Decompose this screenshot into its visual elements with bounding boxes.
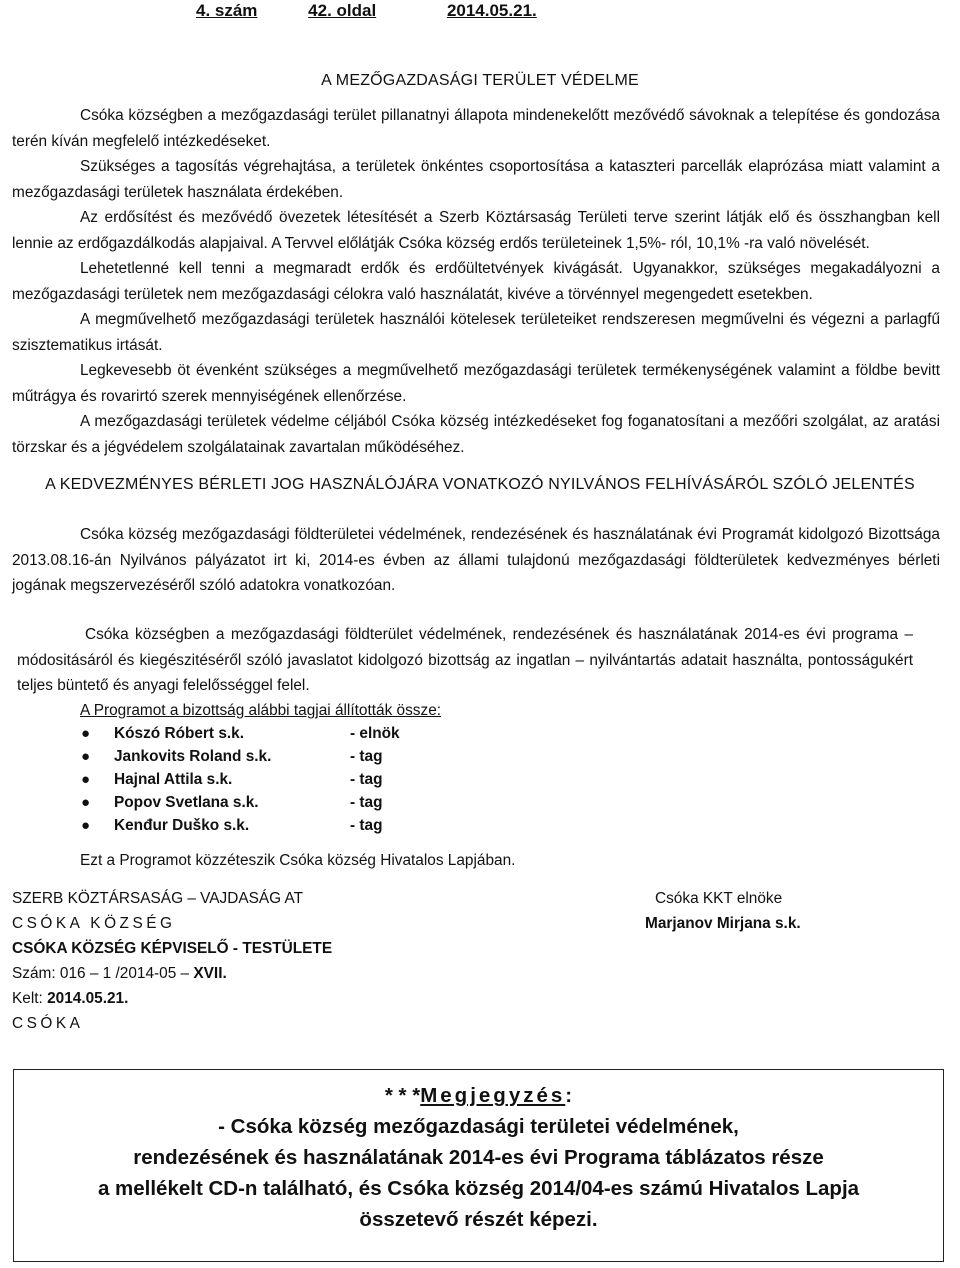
- note-label: Megjegyzés: [420, 1084, 566, 1107]
- document-date-value: 2014.05.21.: [47, 990, 129, 1007]
- list-item: [78, 722, 400, 745]
- signature-block: [645, 886, 801, 936]
- bullet-icon: ●: [81, 771, 91, 788]
- paragraph: Lehetetlenné kell tenni a megmaradt erdők és erdőültetvények kivágását. Ugyanakkor, szükséges megakadályozni a mezőgazdasági területek nem mezőgazdasági célokra való használatát, kivéve a törvénnyel megengedett esetekben.: [12, 260, 940, 303]
- note-box: [13, 1069, 944, 1262]
- paragraph: A megművelhető mezőgazdasági területek használói kötelesek területeiket rendszeresen megművelni és végezni a parlagfű szisztematikus irtását.: [12, 311, 940, 354]
- member-name: Hajnal Attila s.k.: [114, 771, 233, 788]
- section-lease-report: [12, 522, 940, 599]
- section-program-amendment: [17, 622, 913, 699]
- paragraph: A mezőgazdasági területek védelme céljából Csóka község intézkedéseket fog foganatosítani a mezőőri szolgálat, az aratási törzskar és a jégvédelem szolgálatainak zavartalan működéséhez.: [12, 413, 940, 456]
- paragraph: Szükséges a tagosítás végrehajtása, a területek önkéntes csoportosítása a kataszteri parcellák elaprózása miatt valamint a mezőgazdasági területek használata érdekében.: [12, 158, 940, 201]
- list-item: [78, 791, 400, 814]
- member-role: - tag: [350, 817, 383, 834]
- bullet-icon: ●: [81, 748, 91, 765]
- committee-list: [78, 722, 400, 837]
- paragraph: Csóka község mezőgazdasági földterületei védelmének, rendezésének és használatának évi Programát kidolgozó Bizottsága 2013.08.16-án Nyilvános pályázatot irt ki, 2014-es évben az állami tulajdonú mezőgazdasági földterületek kedvezményes bérleti jogának megszervezéséről szóló adatokra vonatkozóan.: [12, 526, 940, 594]
- bullet-icon: ●: [81, 794, 91, 811]
- issue-date: 2014.05.21.: [446, 1, 537, 20]
- bullet-icon: ●: [81, 725, 91, 742]
- note-stars: * * *: [384, 1084, 421, 1107]
- note-title: [14, 1080, 943, 1111]
- note-colon: :: [565, 1084, 573, 1107]
- document-date-label: Kelt:: [12, 990, 43, 1007]
- member-role: - elnök: [350, 725, 400, 742]
- list-item: [78, 745, 400, 768]
- section-title-land-protection: A MEZŐGAZDASÁGI TERÜLET VÉDELME: [321, 72, 639, 89]
- note-line: összetevő részét képezi.: [359, 1208, 598, 1231]
- document-date: [12, 986, 332, 1011]
- document-number-label: Szám: 016 – 1 /2014-05 –: [12, 965, 190, 982]
- member-role: - tag: [350, 748, 383, 765]
- section-land-protection: [12, 103, 940, 460]
- note-line: a mellékelt CD-n található, és Csóka község 2014/04-es számú Hivatalos Lapja: [97, 1177, 860, 1200]
- signatory-name: Marjanov Mirjana s.k.: [645, 915, 801, 932]
- bullet-icon: ●: [81, 817, 91, 834]
- page-header: [196, 0, 537, 22]
- list-item: [78, 768, 400, 791]
- section-title-lease-report: A KEDVEZMÉNYES BÉRLETI JOG HASZNÁLÓJÁRA VONATKOZÓ NYILVÁNOS FELHÍVÁSÁRÓL SZÓLÓ JELENTÉS: [45, 476, 915, 493]
- document-number-roman: XVII.: [193, 965, 227, 982]
- paragraph: Csóka községben a mezőgazdasági földterület védelmének, rendezésének és használatának 2014-es évi programa – módositásáról és kiegészitéséről szóló javaslatot kidolgozó bizottság az ingatlan – nyilvántartás adatait használta, pontosságukért teljes büntető és anyagi felelősséggel felel.: [17, 626, 913, 694]
- publication-note: Ezt a Programot közzéteszik Csóka község Hivatalos Lapjában.: [80, 852, 516, 869]
- paragraph: Legkevesebb öt évenként szükséges a megművelhető mezőgazdasági területek termékenységének valamint a földbe bevitt műtrágya és rovarirtó szerek mennyiségének ellenőrzése.: [12, 362, 940, 405]
- member-name: Popov Svetlana s.k.: [114, 794, 259, 811]
- signatory-title: Csóka KKT elnöke: [655, 890, 783, 907]
- paragraph: Csóka községben a mezőgazdasági terület pillanatnyi állapota mindenekelőtt mezővédő sávoknak a telepítése és gondozása terén kíván megfelelő intézkedéseket.: [12, 107, 940, 150]
- issuer-block: [12, 886, 332, 1036]
- note-line: rendezésének és használatának 2014-es évi Programa táblázatos része: [133, 1146, 824, 1169]
- list-item: [78, 814, 400, 837]
- issuer-country: SZERB KÖZTÁRSASÁG – VAJDASÁG AT: [12, 890, 304, 907]
- issue-number: 4. szám: [196, 1, 258, 20]
- issuer-municipality: CSÓKA KÖZSÉG: [12, 915, 176, 932]
- member-role: - tag: [350, 771, 383, 788]
- member-name: Kószó Róbert s.k.: [114, 725, 244, 742]
- issuer-assembly: CSÓKA KÖZSÉG KÉPVISELŐ - TESTÜLETE: [12, 940, 333, 957]
- committee-title: A Programot a bizottság alábbi tagjai állították össze:: [80, 702, 442, 719]
- member-name: Kenđur Duško s.k.: [114, 817, 250, 834]
- page-number: 42. oldal: [308, 1, 377, 20]
- member-name: Jankovits Roland s.k.: [114, 748, 272, 765]
- document-place: CSÓKA: [12, 1015, 84, 1032]
- document-number: [12, 961, 332, 986]
- member-role: - tag: [350, 794, 383, 811]
- note-line: - Csóka község mezőgazdasági területei védelmének,: [218, 1115, 739, 1138]
- paragraph: Az erdősítést és mezővédő övezetek létesítését a Szerb Köztársaság Területi terve szerint látják elő és összhangban kell lennie az erdőgazdálkodás alapjaival. A Tervvel előlátják Csóka község erdős területeinek 1,5%- ról, 10,1% -ra való növelését.: [12, 209, 940, 252]
